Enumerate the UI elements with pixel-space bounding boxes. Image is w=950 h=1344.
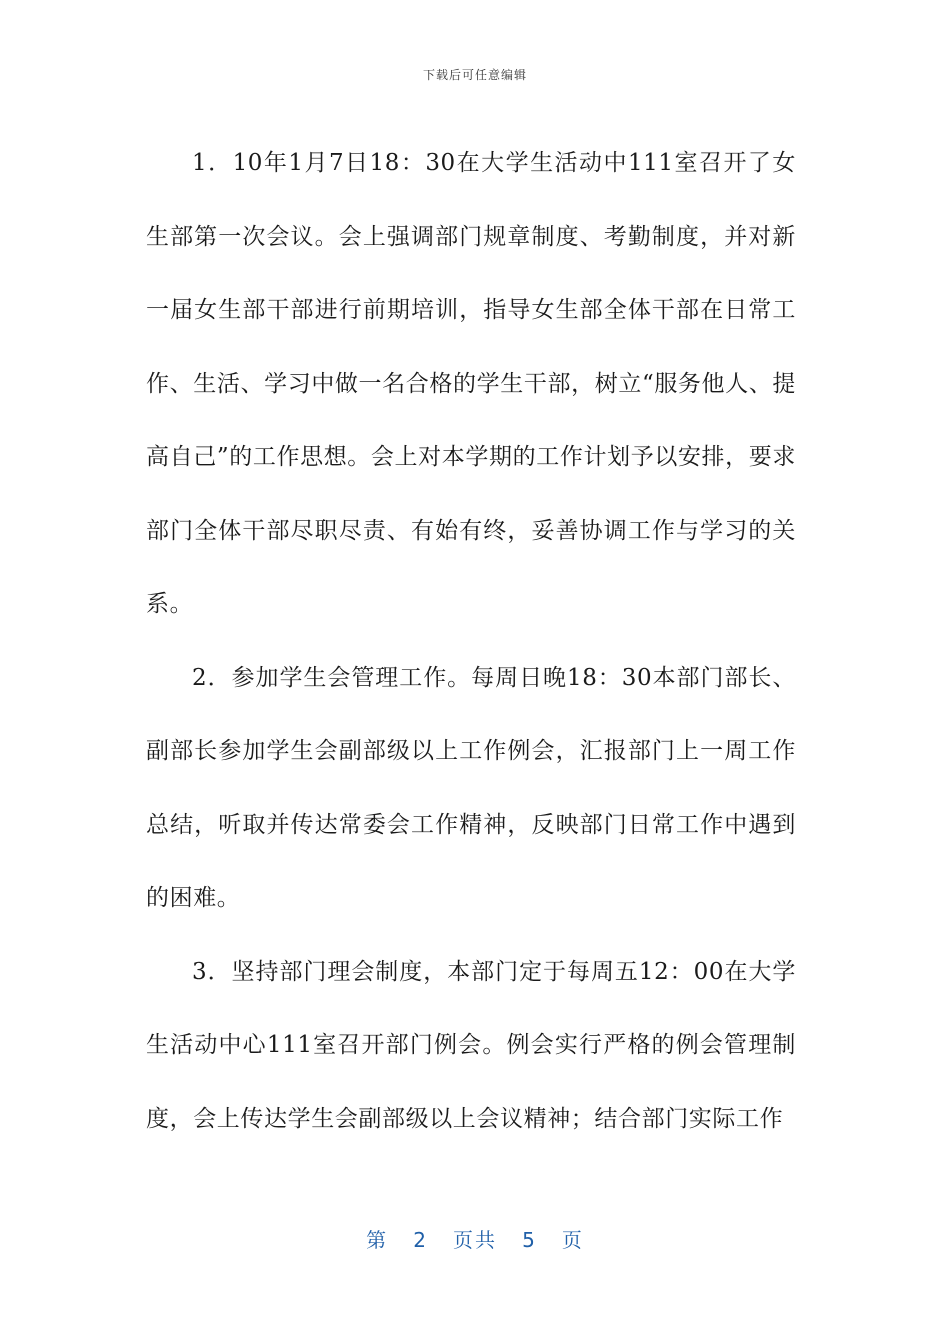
footer-middle: 页共	[453, 1228, 497, 1252]
paragraph-3: 3．坚持部门理会制度，本部门定于每周五12：00在大学生活动中心111室召开部门例会。例会实行严格的例会管理制度，会上传达学生会副部级以上会议精神；结合部门实际工作	[146, 958, 796, 1132]
footer-total-pages: 5	[522, 1228, 537, 1252]
header-note: 下载后可任意编辑	[422, 68, 527, 82]
footer-prefix: 第	[366, 1228, 389, 1252]
footer-current-page: 2	[413, 1228, 428, 1252]
footer-suffix: 页	[561, 1228, 584, 1252]
paragraph-2: 2．参加学生会管理工作。每周日晚18：30本部门部长、副部长参加学生会副部级以上工作例会，汇报部门上一周工作总结，听取并传达常委会工作精神，反映部门日常工作中遇到的困难。	[146, 664, 796, 911]
paragraph-1: 1．10年1月7日18：30在大学生活动中111室召开了女生部第一次会议。会上强调部门规章制度、考勤制度，并对新一届女生部干部进行前期培训，指导女生部全体干部在日常工作、生活、学习中做一名合格的学生干部，树立“服务他人、提高自己”的工作思想。会上对本学期的工作计划予以安排，要求部门全体干部尽职尽责、有始有终，妥善协调工作与学习的关系。	[146, 150, 796, 617]
document-body	[146, 127, 796, 1156]
page-number-footer	[0, 1224, 950, 1253]
